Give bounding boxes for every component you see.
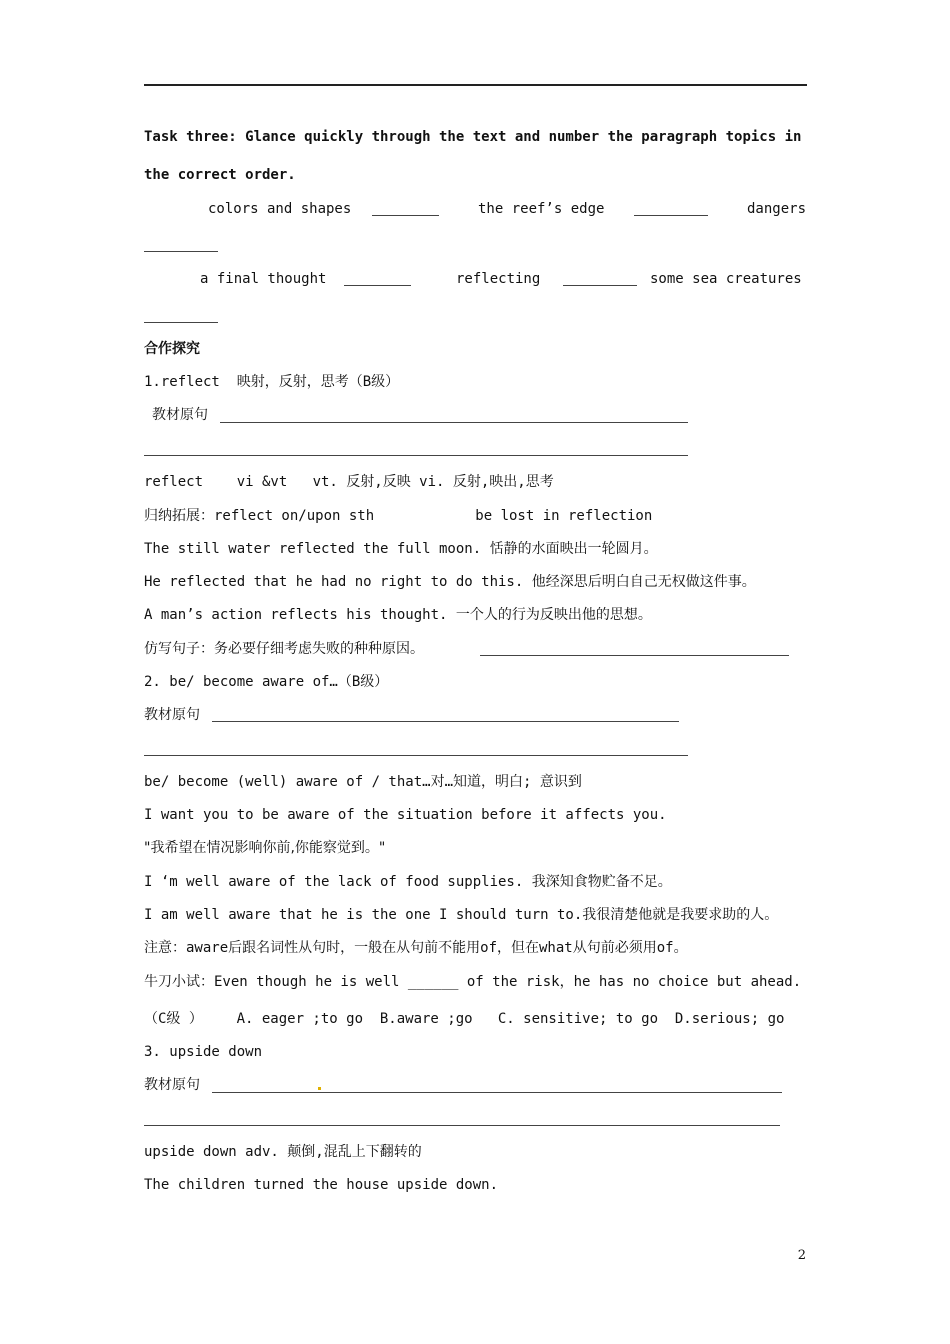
header-rule — [144, 84, 807, 86]
item2-options: （C级 ） A. eager ;to go B.aware ;go C. sensitive; to go D.serious; go — [144, 1011, 785, 1027]
item1-example2: He reflected that he had no right to do this. 他经深思后明白自己无权做这件事。 — [144, 574, 756, 590]
section-title: 合作探究 — [144, 341, 200, 357]
answer-line[interactable] — [480, 655, 789, 656]
item1-expand: 归纳拓展：reflect on/upon sth be lost in reflection — [144, 508, 653, 524]
item2-example2: I ‘m well aware of the lack of food supplies. 我深知食物贮备不足。 — [144, 874, 672, 890]
item1-imitate: 仿写句子：务必要仔细考虑失败的种种原因。 — [144, 641, 424, 657]
topic-blank[interactable] — [344, 285, 411, 286]
topic-reef-edge: the reef’s edge — [478, 201, 605, 217]
topic-blank[interactable] — [372, 215, 439, 216]
item3-definition: upside down adv. 颠倒,混乱上下翻转的 — [144, 1144, 422, 1160]
item2-definition: be/ become (well) aware of / that…对…知道，明白; 意识到 — [144, 774, 582, 790]
item1-definition: reflect vi &vt vt. 反射,反映 vi. 反射,映出,思考 — [144, 474, 554, 490]
topic-blank[interactable] — [144, 251, 218, 252]
topic-dangers: dangers — [747, 201, 807, 217]
answer-line[interactable] — [212, 1092, 782, 1093]
topic-blank[interactable] — [563, 285, 637, 286]
answer-line[interactable] — [220, 422, 688, 423]
item3-heading: 3. upside down — [144, 1044, 263, 1060]
item1-source-label: 教材原句 — [152, 407, 208, 423]
item2-note: 注意：aware后跟名词性从句时，一般在从句前不能用of，但在what从句前必须用of。 — [144, 940, 688, 956]
answer-line[interactable] — [144, 1125, 780, 1126]
page-number: 2 — [797, 1248, 806, 1263]
item2-source-label: 教材原句 — [144, 707, 200, 723]
topic-final-thought: a final thought — [200, 271, 327, 287]
task3-instruction-line1: Task three: Glance quickly through the text and number the paragraph topics in — [144, 129, 802, 145]
answer-line[interactable] — [144, 755, 688, 756]
answer-line[interactable] — [144, 455, 688, 456]
highlight-dot — [318, 1087, 321, 1090]
item2-quiz: 牛刀小试：Even though he is well ______ of the risk，he has no choice but ahead. — [144, 974, 802, 990]
topic-reflecting: reflecting — [456, 271, 541, 287]
item3-example1: The children turned the house upside down. — [144, 1177, 499, 1193]
item2-example3: I am well aware that he is the one I should turn to.我很清楚他就是我要求助的人。 — [144, 907, 779, 923]
item2-example1-cn: "我希望在情况影响你前,你能察觉到。" — [144, 840, 386, 856]
item1-heading: 1.reflect 映射，反射，思考（B级） — [144, 374, 400, 390]
topic-sea-creatures: some sea creatures — [650, 271, 802, 287]
item1-example1: The still water reflected the full moon. 恬静的水面映出一轮圆月。 — [144, 541, 658, 557]
item2-example1: I want you to be aware of the situation before it affects you. — [144, 807, 667, 823]
task3-instruction-line2: the correct order. — [144, 167, 296, 183]
item1-example3: A man’s action reflects his thought. 一个人的行为反映出他的思想。 — [144, 607, 652, 623]
topic-blank[interactable] — [634, 215, 708, 216]
answer-line[interactable] — [212, 721, 679, 722]
item2-heading: 2. be/ become aware of…（B级） — [144, 674, 389, 690]
topic-blank[interactable] — [144, 322, 218, 323]
item3-source-label: 教材原句 — [144, 1077, 200, 1093]
topic-colors-shapes: colors and shapes — [208, 201, 352, 217]
